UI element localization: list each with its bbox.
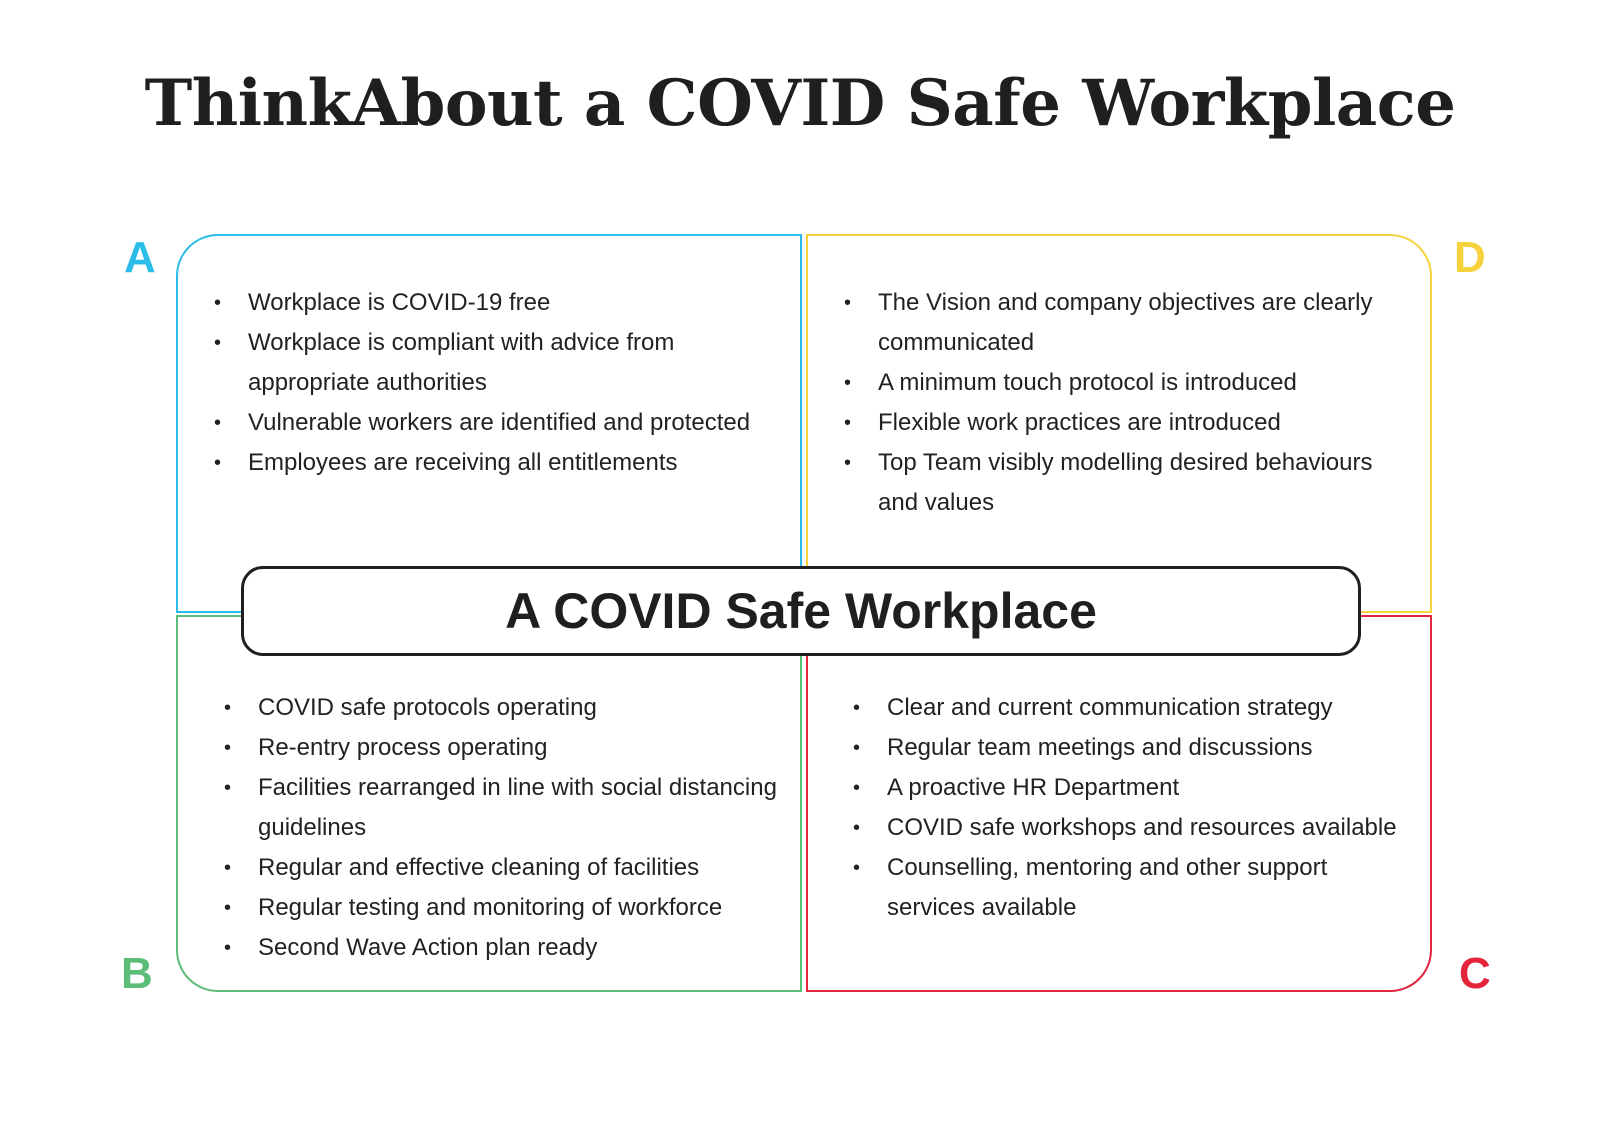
quadrant-a-list <box>214 283 774 483</box>
quadrant-c-letter: C <box>1459 949 1491 998</box>
quadrant-b-letter: B <box>121 949 153 998</box>
quadrant-c-list <box>853 688 1413 928</box>
list-item: • The Vision and company objectives are clearly communicated <box>844 283 1404 363</box>
list-item: • Vulnerable workers are identified and protected <box>214 403 774 443</box>
list-item: • COVID safe protocols operating <box>224 688 784 728</box>
list-item: • Employees are receiving all entitlements <box>214 443 774 483</box>
list-item: • Clear and current communication strategy <box>853 688 1413 728</box>
quadrant-b-list <box>224 688 784 968</box>
list-item: • Flexible work practices are introduced <box>844 403 1404 443</box>
list-item: • Regular team meetings and discussions <box>853 728 1413 768</box>
list-item: • Re-entry process operating <box>224 728 784 768</box>
quadrant-d-letter: D <box>1454 233 1486 282</box>
quadrant-a-letter: A <box>124 233 156 282</box>
list-item: • Workplace is COVID-19 free <box>214 283 774 323</box>
list-item: • Facilities rearranged in line with social distancing guidelines <box>224 768 784 848</box>
list-item: • Second Wave Action plan ready <box>224 928 784 968</box>
list-item: • COVID safe workshops and resources available <box>853 808 1413 848</box>
quadrant-d-list <box>844 283 1404 523</box>
list-item: • Workplace is compliant with advice from appropriate authorities <box>214 323 774 403</box>
list-item: • Regular and effective cleaning of facilities <box>224 848 784 888</box>
list-item: • Regular testing and monitoring of workforce <box>224 888 784 928</box>
list-item: • A proactive HR Department <box>853 768 1413 808</box>
center-label: A COVID Safe Workplace <box>505 583 1097 639</box>
list-item: • Top Team visibly modelling desired behaviours and values <box>844 443 1404 523</box>
list-item: • A minimum touch protocol is introduced <box>844 363 1404 403</box>
list-item: • Counselling, mentoring and other support services available <box>853 848 1413 928</box>
center-label-box <box>241 566 1361 656</box>
page-title: ThinkAbout a COVID Safe Workplace <box>144 66 1456 141</box>
